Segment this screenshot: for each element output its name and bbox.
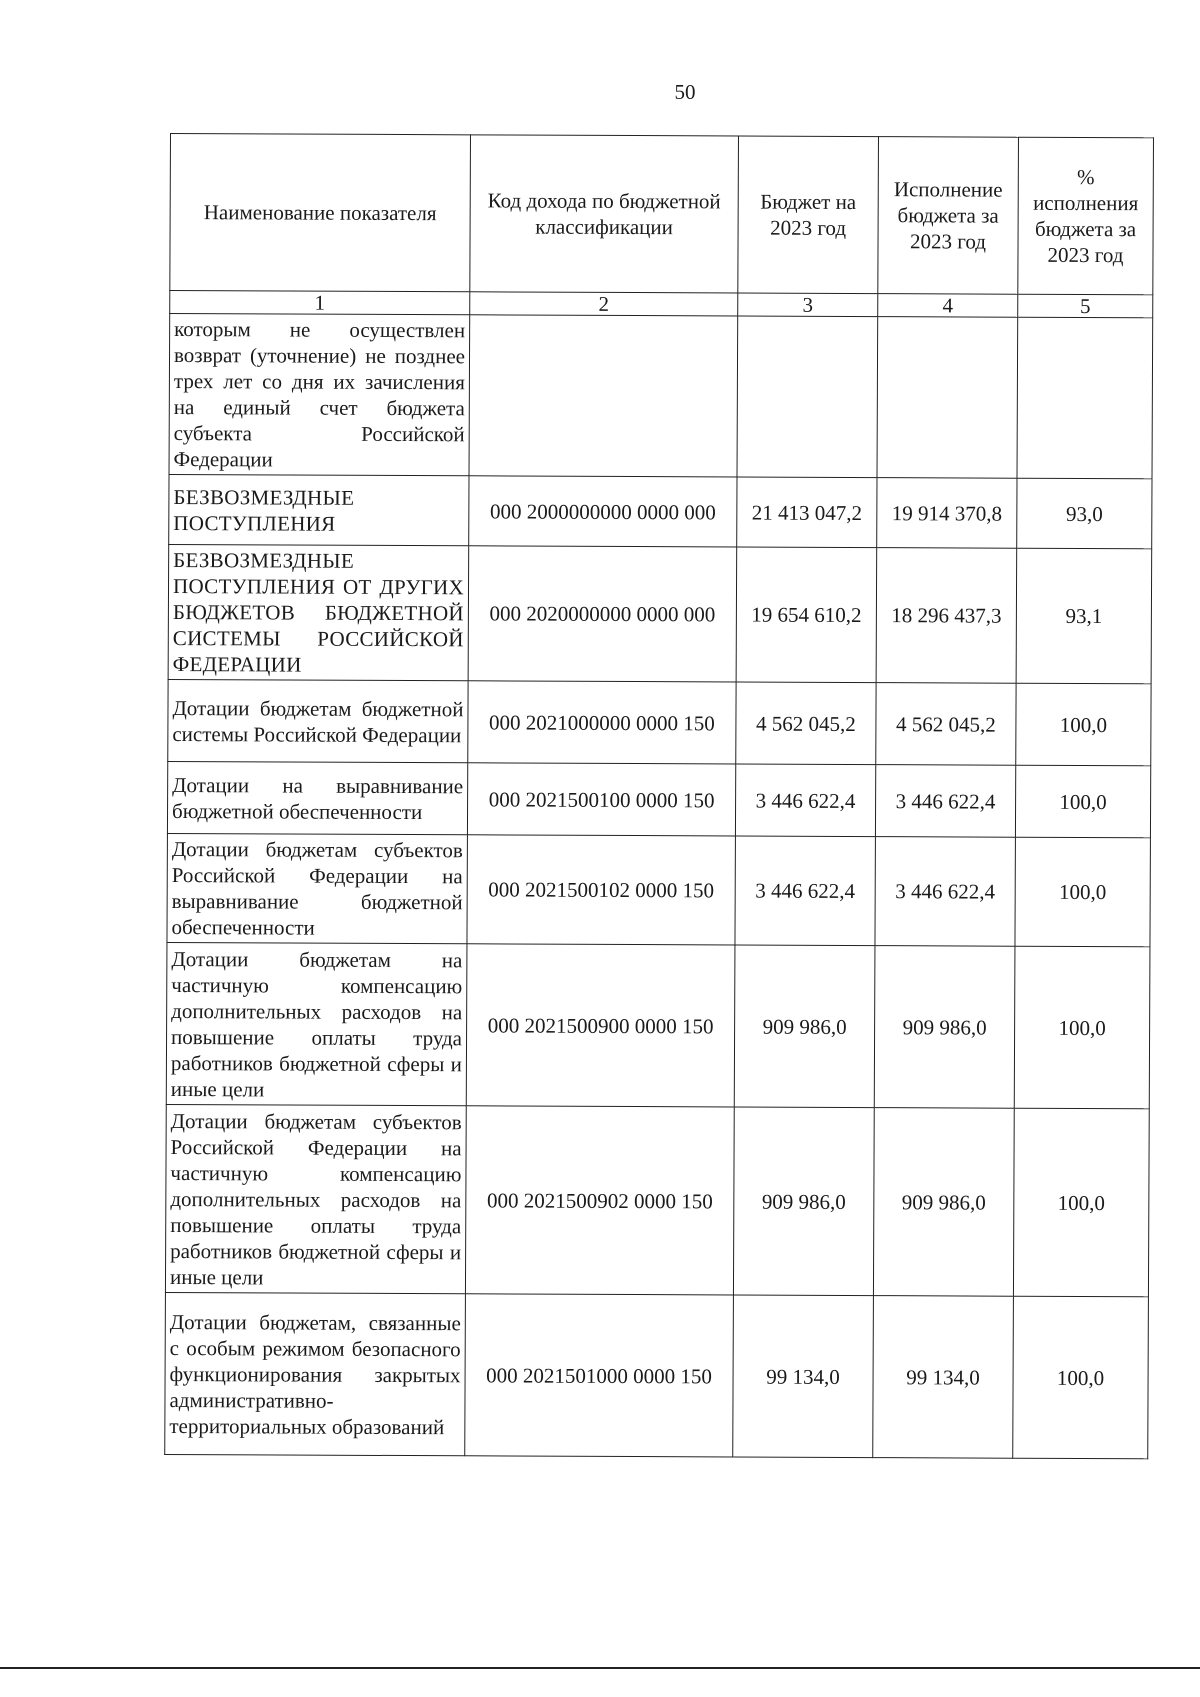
indicator-name: Дотации бюджетам субъектов Российской Федерации на выравнивание бюджетной обеспеченности [167, 833, 467, 943]
budget-value: 909 986,0 [733, 1107, 874, 1296]
budget-value: 4 562 045,2 [736, 682, 876, 765]
execution-value [877, 317, 1018, 479]
execution-value: 3 446 622,4 [875, 765, 1015, 838]
table-row [165, 1292, 1149, 1458]
execution-percent: 100,0 [1013, 1296, 1149, 1459]
table-row [165, 1104, 1149, 1296]
income-code: 000 2021500102 0000 150 [467, 835, 735, 945]
execution-value: 19 914 370,8 [877, 478, 1017, 549]
column-number: 3 [738, 293, 878, 317]
income-code: 000 2021500100 0000 150 [467, 763, 735, 836]
execution-percent: 100,0 [1016, 683, 1151, 766]
table-row [166, 942, 1150, 1108]
execution-percent: 100,0 [1015, 765, 1150, 838]
execution-value: 909 986,0 [874, 946, 1015, 1109]
table-row [169, 314, 1153, 479]
execution-percent: 93,1 [1016, 548, 1152, 684]
execution-percent: 93,0 [1017, 478, 1152, 549]
execution-value: 4 562 045,2 [876, 683, 1016, 766]
page-number: 50 [674, 80, 696, 104]
indicator-name: Дотации бюджетам субъектов Российской Федерации на частичную компенсацию дополнительных расходов на повышение оплаты труда работников бюджетной сферы и иные цели [165, 1104, 466, 1293]
header-row [170, 134, 1154, 295]
table-row [167, 761, 1150, 837]
table-row [168, 679, 1151, 765]
column-number: 4 [878, 294, 1018, 318]
header-income-code: Код дохода по бюджетной классификации [470, 135, 739, 293]
execution-percent: 100,0 [1015, 837, 1150, 947]
execution-value: 3 446 622,4 [875, 837, 1015, 947]
indicator-name: Дотации на выравнивание бюджетной обеспеченности [167, 761, 467, 834]
income-code: 000 2020000000 0000 000 [468, 546, 737, 682]
header-execution-2023: Исполнение бюджета за 2023 год [878, 137, 1019, 295]
execution-value: 99 134,0 [873, 1296, 1014, 1459]
header-indicator-name: Наименование показателя [170, 134, 471, 292]
header-budget-2023: Бюджет на 2023 год [738, 136, 879, 294]
budget-value: 909 986,0 [734, 945, 875, 1108]
income-code [469, 315, 738, 477]
column-number: 2 [470, 292, 738, 316]
execution-value: 909 986,0 [873, 1108, 1014, 1297]
footer-divider [0, 1667, 1200, 1669]
income-code: 000 2021500900 0000 150 [466, 944, 735, 1107]
budget-value: 3 446 622,4 [735, 764, 875, 837]
budget-value: 19 654 610,2 [736, 547, 877, 683]
indicator-name: Дотации бюджетам, связанные с особым режимом безопасного функционирования закрытых административно-территориальных образований [165, 1292, 466, 1455]
budget-value: 99 134,0 [733, 1295, 874, 1458]
income-code: 000 2021000000 0000 150 [468, 681, 736, 764]
header-execution-percent: % исполнения бюджета за 2023 год [1018, 137, 1154, 295]
income-code: 000 2021500902 0000 150 [465, 1106, 734, 1295]
budget-value: 3 446 622,4 [735, 836, 875, 946]
indicator-name: Дотации бюджетам на частичную компенсацию дополнительных расходов на повышение оплаты труда работников бюджетной сферы и иные цели [166, 942, 467, 1105]
budget-value: 21 413 047,2 [737, 477, 877, 548]
budget-execution-table [164, 133, 1154, 1459]
indicator-name: которым не осуществлен возврат (уточнение) не позднее трех лет со дня их зачисления на единый счет бюджета субъекта Российской Федерации [169, 314, 470, 476]
execution-percent: 100,0 [1014, 946, 1150, 1109]
execution-value: 18 296 437,3 [876, 548, 1017, 684]
execution-percent [1017, 317, 1153, 479]
execution-percent: 100,0 [1013, 1108, 1149, 1297]
table-row [167, 833, 1150, 946]
income-code: 000 2021501000 0000 150 [465, 1294, 734, 1457]
column-number-row [170, 291, 1153, 318]
indicator-name: БЕЗВОЗМЕЗДНЫЕ ПОСТУПЛЕНИЯ [169, 474, 469, 545]
table-row [169, 474, 1152, 548]
indicator-name: Дотации бюджетам бюджетной системы Российской Федерации [168, 679, 468, 762]
budget-value [737, 316, 878, 478]
indicator-name: БЕЗВОЗМЕЗДНЫЕ ПОСТУПЛЕНИЯ ОТ ДРУГИХ БЮДЖЕТОВ БЮДЖЕТНОЙ СИСТЕМЫ РОССИЙСКОЙ ФЕДЕРАЦИИ [168, 544, 469, 680]
column-number: 1 [170, 291, 470, 315]
income-code: 000 2000000000 0000 000 [469, 476, 737, 547]
column-number: 5 [1018, 294, 1153, 318]
table-row [168, 544, 1152, 683]
